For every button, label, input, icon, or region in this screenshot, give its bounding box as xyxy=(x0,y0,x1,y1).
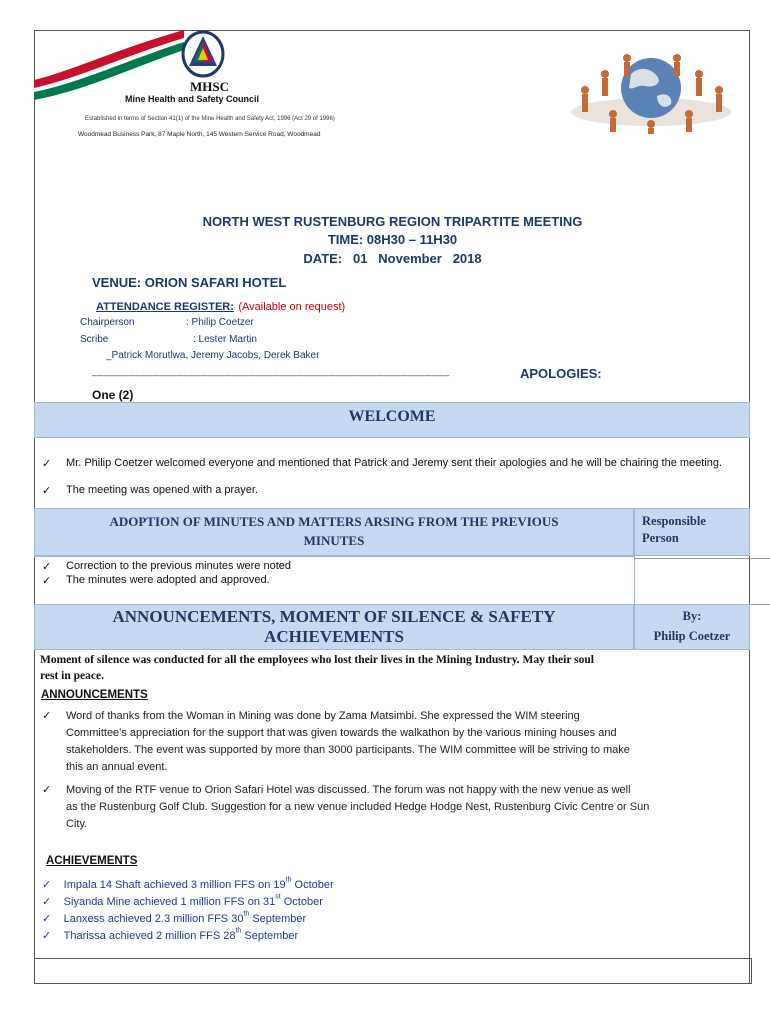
announcement-2-line: as the Rustenburg Golf Club. Suggestion for a new venue included Hedge Hodge Nest, Rustenburg Civic Centre or Sun xyxy=(66,801,650,813)
globe-people-illustration xyxy=(565,44,737,134)
achievement-ordinal: th xyxy=(235,927,242,935)
announcement-item-1 xyxy=(66,708,630,776)
announcements-heading-line1: ANNOUNCEMENTS, MOMENT OF SILENCE & SAFETY xyxy=(112,607,556,626)
check-icon: ✓ xyxy=(42,561,52,573)
announcement-1-line: this an annual event. xyxy=(66,761,168,773)
meeting-date: DATE: 01 November 2018 xyxy=(303,251,482,266)
check-icon: ✓ xyxy=(42,710,52,722)
org-address: Woodmead Business Park, 87 Maple North, 145 Western Service Road, Woodmead xyxy=(78,131,321,138)
adoption-bar xyxy=(34,508,634,556)
welcome-item-1: Mr. Philip Coetzer welcomed everyone and mentioned that Patrick and Jeremy sent their apologies and he will be chairing the meeting. xyxy=(66,457,723,469)
adoption-heading-line2: MINUTES xyxy=(303,533,365,548)
flag-stripes-decoration xyxy=(34,30,184,100)
adoption-heading-line1: ADOPTION OF MINUTES AND MATTERS ARSING FROM THE PREVIOUS xyxy=(109,514,559,529)
apologies-names: _Patrick Morutlwa, Jeremy Jacobs, Derek Baker xyxy=(106,350,320,361)
silence-line-1: Moment of silence was conducted for all the employees who lost their lives in the Mining Industry. May their soul xyxy=(40,654,594,666)
org-name: Mine Health and Safety Council xyxy=(125,94,260,104)
announcement-item-2 xyxy=(66,782,649,833)
achievement-ordinal: th xyxy=(285,876,292,884)
achievement-text: Tharissa achieved 2 million FFS 28 xyxy=(63,930,236,942)
adoption-item-1: Correction to the previous minutes were noted xyxy=(66,560,292,572)
achievement-ordinal: st xyxy=(275,893,281,901)
check-icon: ✓ xyxy=(42,784,52,796)
scribe-label: Scribe xyxy=(80,334,109,345)
announcement-2-line: Moving of the RTF venue to Orion Safari Hotel was discussed. The forum was not happy with the new venue as well xyxy=(66,784,631,796)
achievement-item xyxy=(42,926,334,943)
welcome-bar xyxy=(34,402,750,438)
table-divider xyxy=(634,556,635,604)
adoption-item-2: The minutes were adopted and approved. xyxy=(66,574,270,586)
announcement-1-line: stakeholders. The event was supported by more than 3000 participants. The WIM committee will be striving to make xyxy=(66,744,630,756)
attendance-register xyxy=(96,297,345,315)
by-cell xyxy=(634,604,750,650)
meeting-title: NORTH WEST RUSTENBURG REGION TRIPARTITE MEETING xyxy=(202,214,583,229)
empty-table-row xyxy=(34,958,752,984)
check-icon: ✓ xyxy=(42,485,52,497)
meeting-venue: VENUE: ORION SAFARI HOTEL xyxy=(92,275,287,290)
announcement-1-line: Committee's appreciation for the support that was given towards the walkathon by the various mining houses and xyxy=(66,727,617,739)
achievements-heading: ACHIEVEMENTS xyxy=(46,855,138,867)
chairperson-name: : Philip Coetzer xyxy=(186,317,254,328)
mhsc-logo-icon xyxy=(180,30,226,82)
responsible-label-line2: Person xyxy=(642,531,679,545)
achievement-item xyxy=(42,892,334,909)
check-icon: ✓ xyxy=(42,575,52,587)
check-icon: ✓ xyxy=(42,879,52,891)
table-line xyxy=(34,556,634,557)
achievement-text: Siyanda Mine achieved 1 million FFS on 31 xyxy=(63,896,276,908)
established-statement: Established in terms of Section 41(1) of the Mine Health and Safety Act, 1996 (Act 29 of 1996) xyxy=(85,116,335,122)
achievement-month: September xyxy=(241,930,299,942)
achievement-text: Impala 14 Shaft achieved 3 million FFS on 19 xyxy=(63,879,286,891)
check-icon: ✓ xyxy=(42,913,52,925)
attendance-register-label: ATTENDANCE REGISTER: xyxy=(96,301,234,313)
page-border xyxy=(34,30,750,984)
announcement-1-line: Word of thanks from the Woman in Mining was done by Zama Matsimbi. She expressed the WIM steering xyxy=(66,710,580,722)
responsible-label-line1: Responsible xyxy=(642,514,706,528)
achievement-month: September xyxy=(249,913,307,925)
achievement-month: October xyxy=(280,896,323,908)
achievement-ordinal: th xyxy=(243,910,250,918)
achievement-month: October xyxy=(291,879,334,891)
by-name: Philip Coetzer xyxy=(653,629,731,643)
apologies-underline: ___________________________________________________________ xyxy=(92,366,450,377)
org-abbreviation: MHSC xyxy=(190,79,229,94)
welcome-heading: WELCOME xyxy=(348,408,436,425)
check-icon: ✓ xyxy=(42,930,52,942)
apologies-count: One (2) xyxy=(92,388,134,402)
welcome-item-2: The meeting was opened with a prayer. xyxy=(66,484,259,496)
chairperson-label: Chairperson xyxy=(80,317,135,328)
check-icon: ✓ xyxy=(42,896,52,908)
table-line xyxy=(634,558,770,559)
announcement-2-line: City. xyxy=(66,818,88,830)
silence-line-2: rest in peace. xyxy=(40,670,104,682)
achievement-item xyxy=(42,909,334,926)
meeting-time: TIME: 08H30 – 11H30 xyxy=(327,232,458,247)
announcements-heading: ANNOUNCEMENTS xyxy=(41,689,148,701)
achievements-list xyxy=(42,875,334,943)
by-label: By: xyxy=(682,609,702,623)
attendance-register-note: (Available on request) xyxy=(238,301,346,313)
apologies-label: APOLOGIES: xyxy=(520,366,602,381)
announcements-bar xyxy=(34,604,634,650)
check-icon: ✓ xyxy=(42,458,52,470)
responsible-person-cell xyxy=(634,508,750,556)
achievement-item xyxy=(42,875,334,892)
announcements-heading-line2: ACHIEVEMENTS xyxy=(264,627,404,646)
scribe-name: : Lester Martin xyxy=(193,334,257,345)
achievement-text: Lanxess achieved 2.3 million FFS 30 xyxy=(63,913,244,925)
